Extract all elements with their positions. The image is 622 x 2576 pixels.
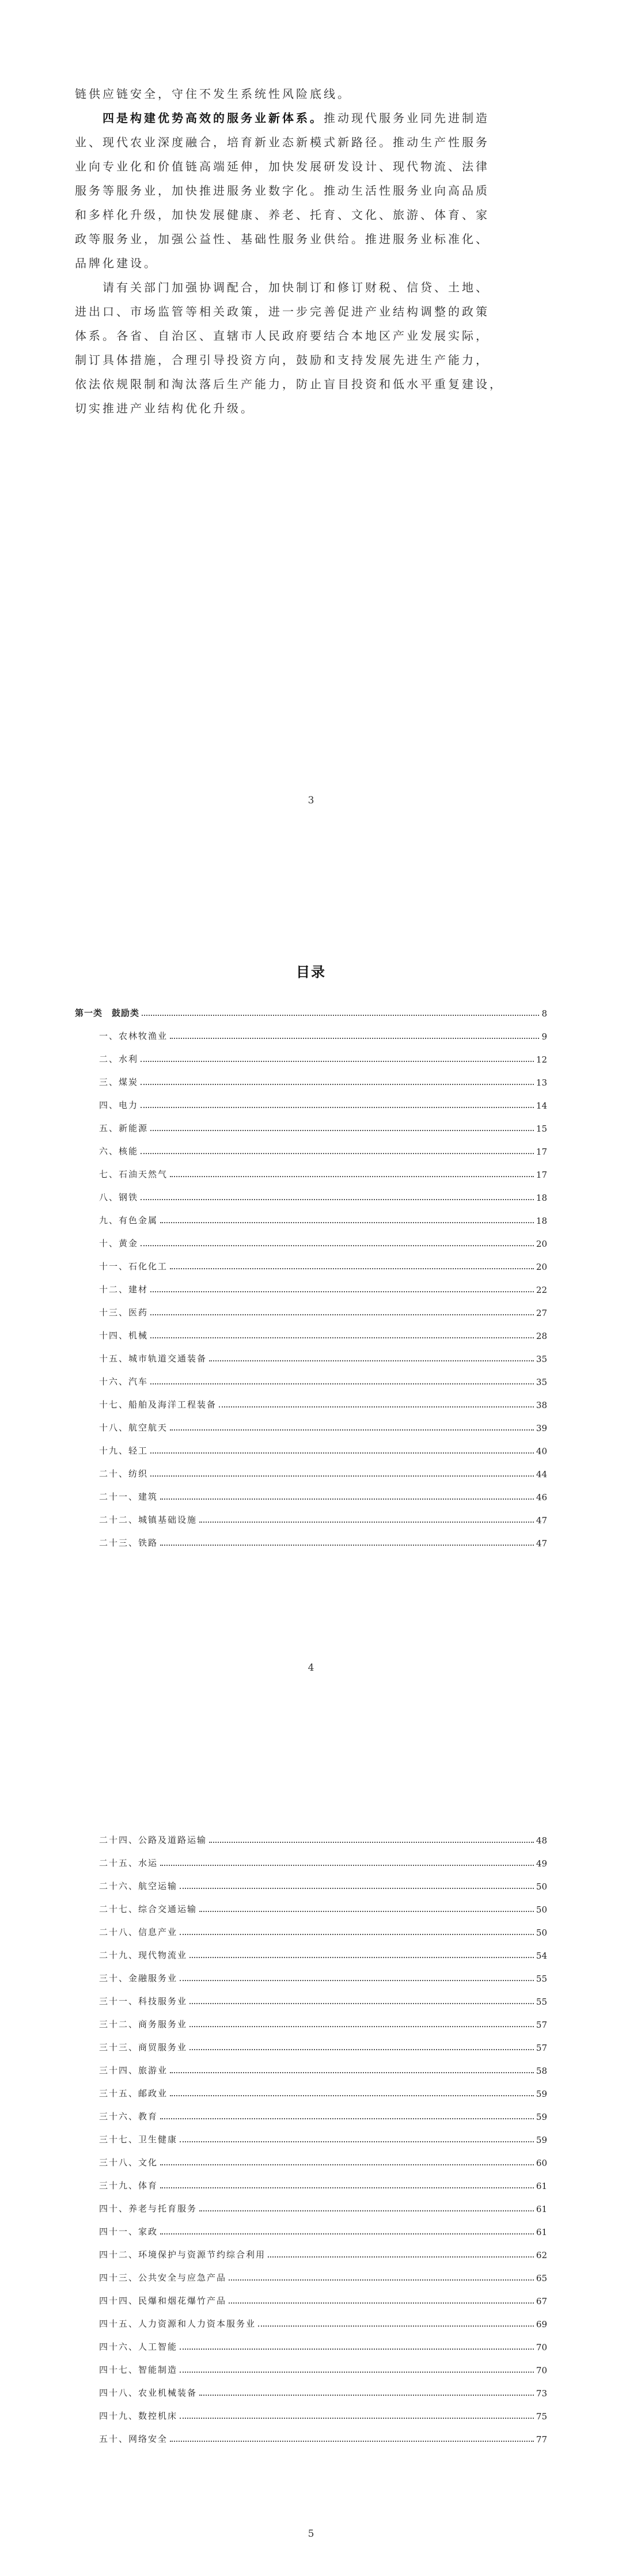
toc-leader-dots bbox=[199, 1521, 534, 1523]
paragraph-lead-bold: 四是构建优势高效的服务业新体系。 bbox=[103, 111, 324, 125]
toc-entry-label: 十五、城市轨道交通装备 bbox=[99, 1353, 207, 1364]
toc-entry[interactable] bbox=[75, 1249, 547, 1272]
toc-entry-label: 四十五、人力资源和人力资本服务业 bbox=[99, 2319, 256, 2329]
toc-leader-dots bbox=[141, 1060, 534, 1062]
toc-entry-label: 四十四、民爆和烟花爆竹产品 bbox=[99, 2296, 227, 2306]
toc-entry[interactable] bbox=[75, 2399, 547, 2422]
toc-leader-dots bbox=[141, 1198, 534, 1200]
toc-entry-label: 一、农林牧渔业 bbox=[99, 1031, 168, 1041]
toc-leader-dots bbox=[160, 1498, 534, 1500]
toc-leader-dots bbox=[180, 1887, 534, 1889]
toc-leader-dots bbox=[209, 1841, 534, 1843]
toc-entry-page: 58 bbox=[536, 2066, 547, 2076]
toc-leader-dots bbox=[141, 1083, 534, 1085]
toc-entry[interactable] bbox=[75, 2237, 547, 2260]
page-number: 3 bbox=[308, 795, 314, 806]
page-number: 5 bbox=[308, 2528, 314, 2540]
paragraph-line: 服务等服务业，加快推进服务业数字化。推动生活性服务业向高品质 bbox=[75, 184, 490, 198]
toc-entry[interactable] bbox=[75, 2353, 547, 2376]
toc-entry-label: 十二、建材 bbox=[99, 1284, 149, 1295]
toc-entry[interactable] bbox=[75, 1961, 547, 1984]
toc-entry-page: 47 bbox=[536, 1515, 547, 1526]
toc-entry-label: 二十二、城镇基础设施 bbox=[99, 1515, 198, 1525]
toc-entry-page: 28 bbox=[536, 1331, 547, 1341]
toc-leader-dots bbox=[189, 1956, 534, 1958]
toc-entry[interactable] bbox=[75, 1180, 547, 1203]
toc-entry-label: 四十六、人工智能 bbox=[99, 2342, 178, 2352]
toc-leader-dots bbox=[141, 1152, 534, 1154]
toc-entry-page: 65 bbox=[536, 2273, 547, 2283]
toc-entry[interactable] bbox=[75, 1134, 547, 1157]
toc-entry[interactable] bbox=[75, 1915, 547, 1938]
toc-entry[interactable] bbox=[75, 2422, 547, 2445]
toc-leader-dots bbox=[268, 2256, 534, 2258]
toc-leader-dots bbox=[150, 1452, 534, 1454]
toc-entry-label: 四十、养老与托育服务 bbox=[99, 2203, 198, 2214]
toc-entry-label: 三十、金融服务业 bbox=[99, 1973, 178, 1983]
toc-entry-label: 四十一、家政 bbox=[99, 2226, 158, 2237]
toc-entry[interactable] bbox=[75, 2030, 547, 2053]
paragraph-line bbox=[75, 106, 547, 130]
toc-entry[interactable] bbox=[75, 996, 547, 1019]
toc-leader-dots bbox=[160, 1864, 534, 1866]
toc-entry-label: 二十七、综合交通运输 bbox=[99, 1904, 198, 1914]
page-4 bbox=[0, 864, 622, 1728]
toc-entry[interactable] bbox=[75, 2168, 547, 2191]
toc-entry-label: 二十四、公路及道路运输 bbox=[99, 1835, 207, 1845]
toc-entry-label: 二十九、现代物流业 bbox=[99, 1950, 188, 1960]
toc-entry-label: 二十三、铁路 bbox=[99, 1538, 158, 1548]
toc-entry-label: 三十八、文化 bbox=[99, 2157, 158, 2168]
toc-entry-label: 三十三、商贸服务业 bbox=[99, 2042, 188, 2053]
toc-entry-label: 二十六、航空运输 bbox=[99, 1881, 178, 1891]
toc-entry-label: 六、核能 bbox=[99, 1146, 139, 1156]
toc-leader-dots bbox=[199, 2394, 534, 2396]
toc-entry-label: 十七、船舶及海洋工程装备 bbox=[99, 1399, 217, 1410]
toc-entry-page: 55 bbox=[536, 1974, 547, 1984]
toc-entry-page: 9 bbox=[541, 1031, 547, 1042]
toc-leader-dots bbox=[170, 1037, 539, 1039]
toc-entry[interactable] bbox=[75, 1226, 547, 1249]
toc-entry-page: 18 bbox=[536, 1193, 547, 1203]
toc-entry-label: 五、新能源 bbox=[99, 1123, 149, 1133]
toc-entry-page: 73 bbox=[536, 2388, 547, 2399]
toc-leader-dots bbox=[170, 2095, 534, 2096]
toc-entry-page: 20 bbox=[536, 1262, 547, 1272]
toc-entry[interactable] bbox=[75, 1984, 547, 2007]
toc-entry-page: 35 bbox=[536, 1377, 547, 1387]
page-number: 4 bbox=[308, 1662, 314, 1674]
toc-entry-page: 70 bbox=[536, 2365, 547, 2376]
toc-entry-label: 十一、石化化工 bbox=[99, 1261, 168, 1272]
toc-entry[interactable] bbox=[75, 2053, 547, 2076]
toc-entry-page: 13 bbox=[536, 1078, 547, 1088]
paragraph-line: 政等服务业，加强公益性、基础性服务业供给。推进服务业标准化、 bbox=[75, 232, 490, 246]
toc-entry[interactable] bbox=[75, 1042, 547, 1065]
toc-entry-label: 三十七、卫生健康 bbox=[99, 2134, 178, 2145]
toc-list bbox=[75, 996, 547, 1549]
toc-entry-page: 17 bbox=[536, 1170, 547, 1180]
toc-leader-dots bbox=[180, 2348, 534, 2350]
toc-leader-dots bbox=[170, 2440, 534, 2442]
toc-entry[interactable] bbox=[75, 2145, 547, 2168]
toc-entry-label: 十八、航空航天 bbox=[99, 1422, 168, 1433]
toc-leader-dots bbox=[170, 1175, 534, 1177]
toc-leader-dots bbox=[170, 1268, 534, 1269]
toc-entry-page: 15 bbox=[536, 1124, 547, 1134]
toc-leader-dots bbox=[180, 1979, 534, 1981]
page-5 bbox=[0, 1728, 622, 2576]
toc-entry[interactable] bbox=[75, 1318, 547, 1341]
toc-entry-label: 十六、汽车 bbox=[99, 1376, 149, 1387]
toc-entry-label: 二、水利 bbox=[99, 1054, 139, 1064]
paragraph-line: 链供应链安全，守住不发生系统性风险底线。 bbox=[75, 87, 351, 101]
toc-entry[interactable] bbox=[75, 2330, 547, 2353]
toc-leader-dots bbox=[189, 2025, 534, 2027]
toc-entry-page: 46 bbox=[536, 1492, 547, 1503]
toc-leader-dots bbox=[141, 1245, 534, 1246]
toc-leader-dots bbox=[189, 2002, 534, 2004]
toc-entry[interactable] bbox=[75, 2283, 547, 2306]
toc-entry[interactable] bbox=[75, 2076, 547, 2099]
toc-entry[interactable] bbox=[75, 1387, 547, 1410]
toc-entry-page: 59 bbox=[536, 2135, 547, 2145]
paragraph-line: 制订具体措施，合理引导投资方向，鼓励和支持发展先进生产能力， bbox=[75, 353, 490, 367]
toc-entry-page: 49 bbox=[536, 1858, 547, 1869]
toc-entry-page: 55 bbox=[536, 1997, 547, 2007]
toc-entry-page: 75 bbox=[536, 2411, 547, 2422]
paragraph-1 bbox=[75, 82, 547, 106]
toc-leader-dots bbox=[150, 1383, 534, 1384]
toc-entry-page: 62 bbox=[536, 2250, 547, 2260]
toc-entry[interactable] bbox=[75, 1869, 547, 1892]
toc-entry-page: 61 bbox=[536, 2204, 547, 2214]
toc-entry-label: 五十、网络安全 bbox=[99, 2434, 168, 2444]
paragraph-line: 体系。各省、自治区、直辖市人民政府要结合本地区产业发展实际， bbox=[75, 329, 490, 343]
toc-entry-page: 54 bbox=[536, 1951, 547, 1961]
toc-entry[interactable] bbox=[75, 1019, 547, 1042]
toc-leader-dots bbox=[141, 1106, 534, 1108]
toc-entry-label: 九、有色金属 bbox=[99, 1215, 158, 1226]
toc-entry[interactable] bbox=[75, 2306, 547, 2330]
toc-entry-label: 七、石油天然气 bbox=[99, 1169, 168, 1179]
toc-entry-label: 二十八、信息产业 bbox=[99, 1927, 178, 1937]
toc-entry-page: 27 bbox=[536, 1308, 547, 1318]
paragraph-line: 业、现代农业深度融合，培育新业态新模式新路径。推动生产性服务 bbox=[75, 135, 490, 149]
toc-leader-dots bbox=[189, 2048, 534, 2050]
toc-leader-dots bbox=[180, 1933, 534, 1935]
toc-entry-page: 48 bbox=[536, 1835, 547, 1846]
toc-entry-page: 14 bbox=[536, 1101, 547, 1111]
toc-entry-label: 三十一、科技服务业 bbox=[99, 1996, 188, 2006]
toc-leader-dots bbox=[160, 2118, 534, 2119]
toc-leader-dots bbox=[150, 1314, 534, 1315]
toc-entry[interactable] bbox=[75, 2099, 547, 2122]
toc-entry[interactable] bbox=[75, 1479, 547, 1503]
toc-entry-page: 17 bbox=[536, 1147, 547, 1157]
toc-entry-label: 四十七、智能制造 bbox=[99, 2365, 178, 2375]
toc-entry-page: 59 bbox=[536, 2112, 547, 2122]
toc-leader-dots bbox=[150, 1337, 534, 1338]
toc-entry[interactable] bbox=[75, 1203, 547, 1226]
paragraph-2 bbox=[75, 106, 547, 275]
toc-leader-dots bbox=[229, 2302, 534, 2304]
toc-entry-page: 50 bbox=[536, 1905, 547, 1915]
toc-list bbox=[75, 1823, 547, 2445]
toc-entry[interactable] bbox=[75, 1503, 547, 1526]
toc-entry-label: 第一类 鼓励类 bbox=[75, 1008, 140, 1018]
toc-entry-page: 67 bbox=[536, 2296, 547, 2306]
toc-entry-label: 三十六、教育 bbox=[99, 2111, 158, 2122]
toc-entry-label: 四十二、环境保护与资源节约综合利用 bbox=[99, 2249, 266, 2260]
toc-leader-dots bbox=[160, 1544, 534, 1546]
toc-entry[interactable] bbox=[75, 1433, 547, 1456]
toc-entry[interactable] bbox=[75, 1846, 547, 1869]
toc-entry-label: 四十八、农业机械装备 bbox=[99, 2388, 198, 2398]
toc-leader-dots bbox=[229, 2279, 534, 2281]
toc-entry-page: 12 bbox=[536, 1054, 547, 1065]
paragraph-3 bbox=[75, 275, 547, 420]
toc-entry[interactable] bbox=[75, 1410, 547, 1433]
toc-leader-dots bbox=[160, 1221, 534, 1223]
toc-leader-dots bbox=[219, 1406, 534, 1407]
toc-leader-dots bbox=[199, 2210, 534, 2211]
toc-leader-dots bbox=[160, 2233, 534, 2234]
toc-leader-dots bbox=[150, 1291, 534, 1292]
toc-entry-label: 十三、医药 bbox=[99, 1307, 149, 1318]
toc-entry[interactable] bbox=[75, 1341, 547, 1364]
paragraph-line: 品牌化建设。 bbox=[75, 256, 158, 270]
toc-entry[interactable] bbox=[75, 2191, 547, 2214]
toc-entry-page: 39 bbox=[536, 1423, 547, 1433]
toc-entry[interactable] bbox=[75, 2214, 547, 2237]
toc-entry-label: 二十五、水运 bbox=[99, 1858, 158, 1868]
toc-entry[interactable] bbox=[75, 1456, 547, 1479]
toc-entry-label: 三十二、商务服务业 bbox=[99, 2019, 188, 2029]
toc-leader-dots bbox=[170, 2072, 534, 2073]
toc-title: 目录 bbox=[296, 964, 326, 980]
toc-leader-dots bbox=[170, 1429, 534, 1431]
toc-entry[interactable] bbox=[75, 1364, 547, 1387]
toc-entry-page: 40 bbox=[536, 1446, 547, 1456]
toc-entry-page: 59 bbox=[536, 2089, 547, 2099]
paragraph-line-rest: 推动现代服务业同先进制造 bbox=[324, 111, 490, 125]
toc-entry[interactable] bbox=[75, 1272, 547, 1295]
toc-entry-label: 十四、机械 bbox=[99, 1330, 149, 1341]
toc-leader-dots bbox=[142, 1014, 539, 1016]
toc-entry-label: 十九、轻工 bbox=[99, 1446, 149, 1456]
toc-entry-page: 77 bbox=[536, 2434, 547, 2445]
toc-entry-label: 三、煤炭 bbox=[99, 1077, 139, 1087]
toc-entry-label: 三十九、体育 bbox=[99, 2180, 158, 2191]
toc-entry-page: 70 bbox=[536, 2342, 547, 2353]
paragraph-line: 切实推进产业结构优化升级。 bbox=[75, 401, 255, 415]
toc-leader-dots bbox=[150, 1475, 534, 1477]
toc-entry-label: 三十四、旅游业 bbox=[99, 2065, 168, 2076]
toc-entry[interactable] bbox=[75, 1938, 547, 1961]
paragraph-line: 和多样化升级，加快发展健康、养老、托育、文化、旅游、体育、家 bbox=[75, 208, 490, 222]
toc-entry[interactable] bbox=[75, 2260, 547, 2283]
toc-entry-label: 四、电力 bbox=[99, 1100, 139, 1110]
toc-leader-dots bbox=[160, 2187, 534, 2188]
toc-entry[interactable] bbox=[75, 1892, 547, 1915]
toc-leader-dots bbox=[209, 1360, 534, 1361]
toc-leader-dots bbox=[160, 2164, 534, 2165]
toc-leader-dots bbox=[180, 2371, 534, 2373]
paragraph-line: 请有关部门加强协调配合，加快制订和修订财税、信贷、土地、 bbox=[103, 280, 490, 294]
toc-entry[interactable] bbox=[75, 1065, 547, 1088]
paragraph-line: 进出口、市场监管等相关政策，进一步完善促进产业结构调整的政策 bbox=[75, 305, 490, 318]
toc-entry[interactable] bbox=[75, 1823, 547, 1846]
toc-entry-page: 61 bbox=[536, 2181, 547, 2191]
toc-entry-page: 8 bbox=[541, 1008, 547, 1019]
toc-entry-label: 二十、纺织 bbox=[99, 1469, 149, 1479]
toc-entry-label: 三十五、邮政业 bbox=[99, 2088, 168, 2099]
toc-entry-page: 61 bbox=[536, 2227, 547, 2237]
toc-entry[interactable] bbox=[75, 1526, 547, 1549]
toc-entry-page: 50 bbox=[536, 1881, 547, 1892]
toc-entry[interactable] bbox=[75, 1295, 547, 1318]
toc-entry-page: 38 bbox=[536, 1400, 547, 1410]
toc-leader-dots bbox=[150, 1129, 534, 1131]
toc-entry-page: 57 bbox=[536, 2020, 547, 2030]
toc-entry-page: 35 bbox=[536, 1354, 547, 1364]
toc-entry-label: 十、黄金 bbox=[99, 1238, 139, 1249]
paragraph-line: 业向专业化和价值链高端延伸，加快发展研发设计、现代物流、法律 bbox=[75, 160, 490, 173]
toc-entry-label: 二十一、建筑 bbox=[99, 1492, 158, 1502]
toc-leader-dots bbox=[199, 1910, 534, 1912]
toc-leader-dots bbox=[180, 2141, 534, 2142]
toc-leader-dots bbox=[180, 2417, 534, 2419]
toc-entry-page: 47 bbox=[536, 1538, 547, 1549]
toc-entry-page: 57 bbox=[536, 2043, 547, 2053]
toc-entry-page: 22 bbox=[536, 1285, 547, 1295]
toc-entry-page: 44 bbox=[536, 1469, 547, 1479]
toc-entry-page: 20 bbox=[536, 1239, 547, 1249]
toc-leader-dots bbox=[258, 2325, 534, 2327]
toc-entry[interactable] bbox=[75, 2376, 547, 2399]
toc-entry-label: 四十三、公共安全与应急产品 bbox=[99, 2273, 227, 2283]
toc-entry[interactable] bbox=[75, 1111, 547, 1134]
toc-entry-page: 69 bbox=[536, 2319, 547, 2330]
toc-entry-label: 八、钢铁 bbox=[99, 1192, 139, 1202]
toc-entry-page: 50 bbox=[536, 1928, 547, 1938]
page-3 bbox=[0, 0, 622, 864]
toc-entry[interactable] bbox=[75, 1157, 547, 1180]
toc-entry[interactable] bbox=[75, 2122, 547, 2145]
toc-entry-page: 18 bbox=[536, 1216, 547, 1226]
paragraph-line: 依法依规限制和淘汰落后生产能力，防止盲目投资和低水平重复建设， bbox=[75, 377, 503, 391]
toc-entry[interactable] bbox=[75, 2007, 547, 2030]
toc-entry-label: 四十九、数控机床 bbox=[99, 2411, 178, 2421]
toc-entry[interactable] bbox=[75, 1088, 547, 1111]
toc-entry-page: 60 bbox=[536, 2158, 547, 2168]
